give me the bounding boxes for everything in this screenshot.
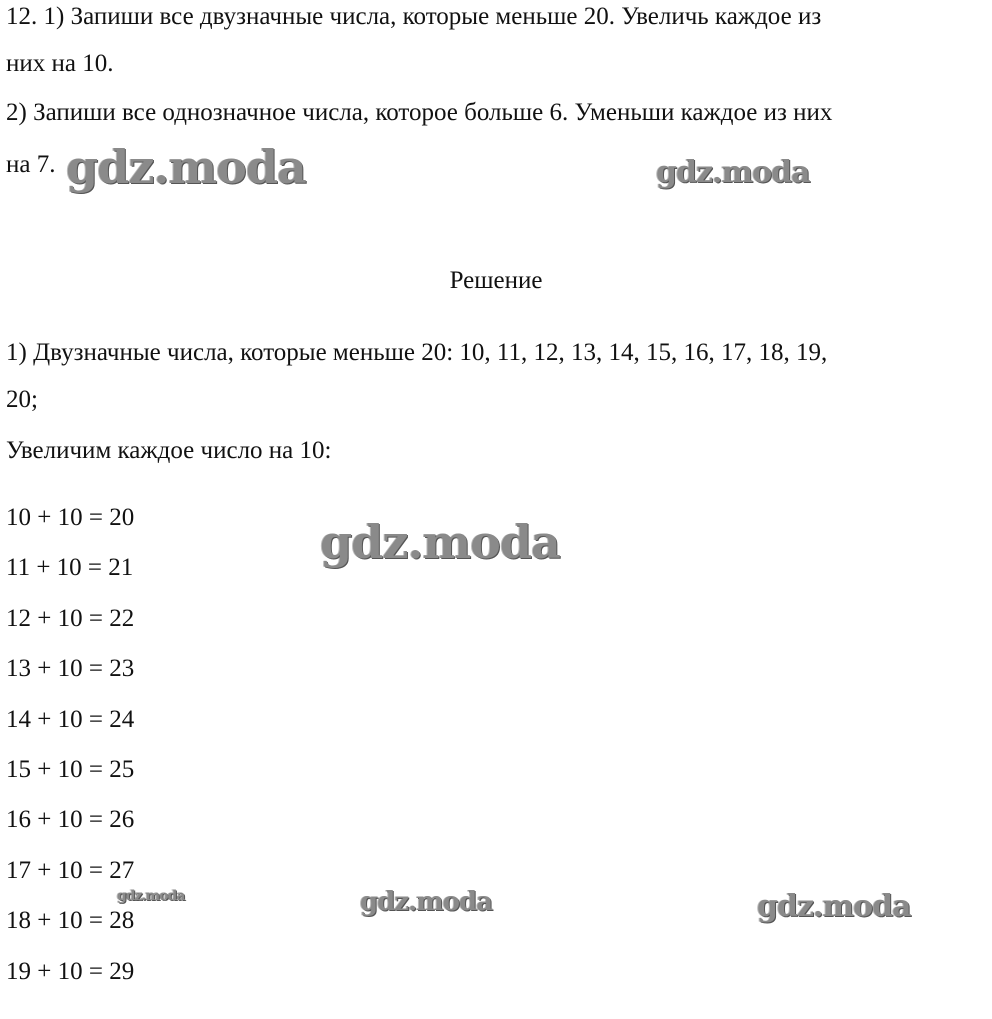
- equation-list: [6, 503, 134, 1007]
- watermark-logo: gdz.moda: [320, 515, 560, 569]
- equation-row: 17 + 10 = 27: [6, 856, 135, 884]
- task-line-2: них на 10.: [6, 50, 114, 77]
- equation-row: 12 + 10 = 22: [6, 604, 135, 632]
- equation-row: 16 + 10 = 26: [6, 806, 135, 834]
- watermark-logo: gdz.moda: [757, 889, 911, 924]
- task-line-1: 12. 1) Запиши все двузначные числа, которые меньше 20. Увеличь каждое из: [6, 3, 822, 30]
- equation-row: 15 + 10 = 25: [6, 755, 135, 783]
- equation-row: 13 + 10 = 23: [6, 655, 135, 683]
- equation-row: 18 + 10 = 28: [6, 907, 135, 935]
- watermark-logo: gdz.moda: [66, 140, 306, 194]
- watermark-logo: gdz.moda: [656, 155, 810, 190]
- solution-heading: Решение: [449, 267, 543, 294]
- equation-row: 19 + 10 = 29: [6, 957, 135, 985]
- watermark-logo: gdz.moda: [360, 887, 493, 917]
- task-line-4: на 7.: [6, 151, 56, 178]
- task-line-3: 2) Запиши все однозначное числа, которое больше 6. Уменьши каждое из них: [6, 99, 833, 126]
- equation-row: 14 + 10 = 24: [6, 705, 135, 733]
- solution-line-3: Увеличим каждое число на 10:: [6, 437, 332, 464]
- solution-line-1: 1) Двузначные числа, которые меньше 20: 10, 11, 12, 13, 14, 15, 16, 17, 18, 19,: [6, 339, 828, 366]
- watermark-logo: gdz.moda: [117, 888, 185, 904]
- equation-row: 10 + 10 = 20: [6, 504, 135, 531]
- equation-row: 11 + 10 = 21: [6, 554, 134, 582]
- solution-line-2: 20;: [6, 386, 38, 413]
